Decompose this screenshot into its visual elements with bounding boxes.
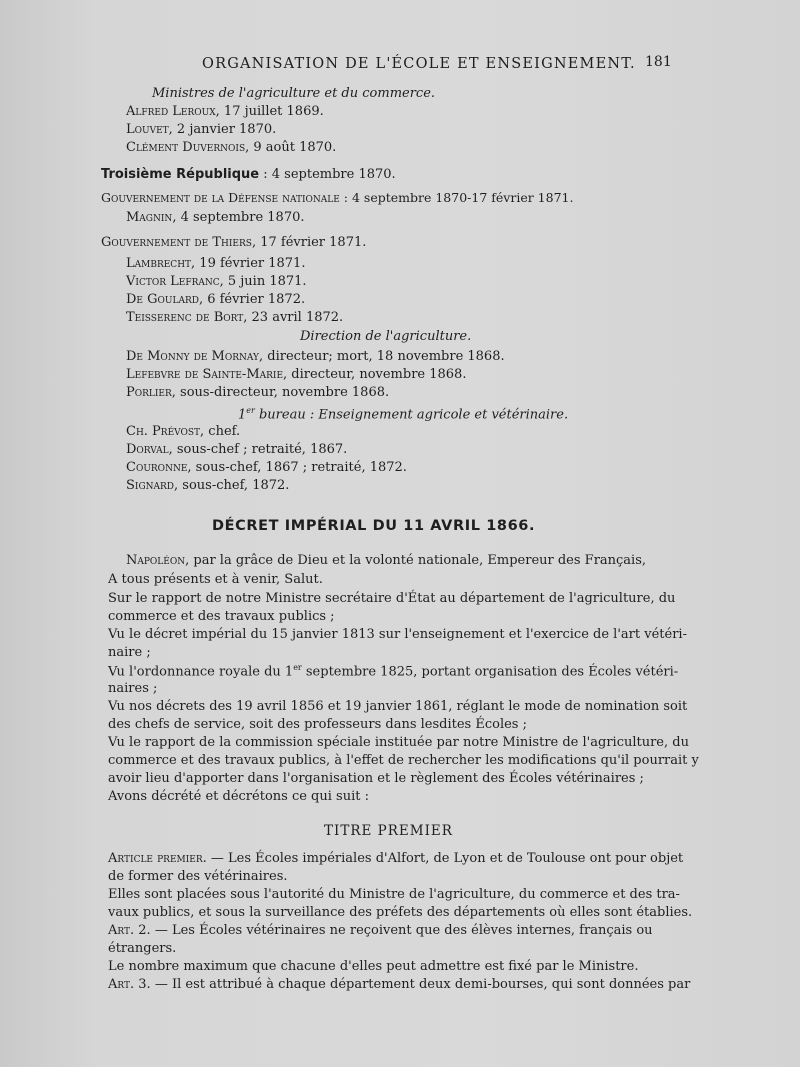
list-item: Louvet, 2 janvier 1870.	[126, 122, 277, 137]
list-item: Teisserenc de Bort, 23 avril 1872.	[126, 310, 344, 325]
list-item: De Goulard, 6 février 1872.	[126, 292, 306, 307]
article-line: Elles sont placées sous l'autorité du Ministre de l'agriculture, du commerce et des tra-	[108, 887, 680, 902]
list-item: Signard, sous-chef, 1872.	[126, 478, 290, 493]
decree-line: Vu nos décrets des 19 avril 1856 et 19 janvier 1861, réglant le mode de nomination soit	[108, 699, 688, 714]
list-item: Magnin, 4 septembre 1870.	[126, 210, 305, 225]
article-line: de former des vétérinaires.	[108, 869, 288, 884]
article-line: étrangers.	[108, 941, 177, 956]
decree-line: commerce et des travaux publics ;	[108, 609, 335, 624]
gouvernement-thiers: Gouvernement de Thiers, 17 février 1871.	[101, 235, 367, 250]
direction-heading: Direction de l'agriculture.	[300, 329, 472, 344]
list-item: Lefebvre de Sainte-Marie, directeur, novembre 1868.	[126, 367, 467, 382]
article-line: Le nombre maximum que chacune d'elles peut admettre est fixé par le Ministre.	[108, 959, 639, 974]
troisieme-republique: Troisième République : 4 septembre 1870.	[101, 167, 396, 182]
decree-line: des chefs de service, soit des professeurs dans lesdites Écoles ;	[108, 717, 527, 732]
decree-line: naires ;	[108, 681, 158, 696]
article-line: Art. 2. — Les Écoles vétérinaires ne reçoivent que des élèves internes, français ou	[108, 923, 653, 938]
list-item: Ch. Prévost, chef.	[126, 424, 241, 439]
list-item: Clément Duvernois, 9 août 1870.	[126, 140, 337, 155]
decree-line: Vu le décret impérial du 15 janvier 1813 sur l'enseignement et l'exercice de l'art vétéri-	[108, 627, 687, 642]
running-title: ORGANISATION DE L'ÉCOLE ET ENSEIGNEMENT.	[202, 56, 636, 72]
page-number: 181	[645, 54, 672, 70]
list-item: Dorval, sous-chef ; retraité, 1867.	[126, 442, 348, 457]
decree-line: A tous présents et à venir, Salut.	[108, 572, 323, 587]
decree-line: naire ;	[108, 645, 151, 660]
list-item: Couronne, sous-chef, 1867 ; retraité, 1872.	[126, 460, 407, 475]
bureau-heading: 1er bureau : Enseignement agricole et vétérinaire.	[238, 406, 569, 423]
article-line: vaux publics, et sous la surveillance des préfets des départements où elles sont établies.	[108, 905, 693, 920]
list-item: Lambrecht, 19 février 1871.	[126, 256, 306, 271]
article-line: Article premier. — Les Écoles impériales d'Alfort, de Lyon et de Toulouse ont pour objet	[108, 851, 684, 866]
decree-line: commerce et des travaux publics, à l'effet de rechercher les modifications qu'il pourrait y	[108, 753, 699, 768]
decree-line: Avons décrété et décrétons ce qui suit :	[108, 789, 369, 804]
decree-line: avoir lieu d'apporter dans l'organisation et le règlement des Écoles vétérinaires ;	[108, 771, 644, 786]
decree-line: Napoléon, par la grâce de Dieu et la volonté nationale, Empereur des Français,	[126, 553, 647, 568]
decree-title: DÉCRET IMPÉRIAL DU 11 AVRIL 1866.	[212, 518, 536, 534]
list-item: Victor Lefranc, 5 juin 1871.	[126, 274, 307, 289]
list-item: De Monny de Mornay, directeur; mort, 18 novembre 1868.	[126, 349, 505, 364]
list-item: Alfred Leroux, 17 juillet 1869.	[126, 104, 324, 119]
defense-nationale: Gouvernement de la Défense nationale : 4 septembre 1870-17 février 1871.	[101, 190, 574, 205]
decree-line: Sur le rapport de notre Ministre secrétaire d'État au département de l'agriculture, du	[108, 591, 676, 606]
titre-premier-heading: TITRE PREMIER	[324, 823, 453, 839]
list-item: Porlier, sous-directeur, novembre 1868.	[126, 385, 390, 400]
decree-line: Vu l'ordonnance royale du 1er septembre 1825, portant organisation des Écoles vétéri-	[108, 663, 679, 680]
article-line: Art. 3. — Il est attribué à chaque département deux demi-bourses, qui sont données par	[108, 977, 691, 992]
ministers-heading: Ministres de l'agriculture et du commerce.	[152, 86, 436, 101]
decree-line: Vu le rapport de la commission spéciale instituée par notre Ministre de l'agriculture, du	[108, 735, 689, 750]
